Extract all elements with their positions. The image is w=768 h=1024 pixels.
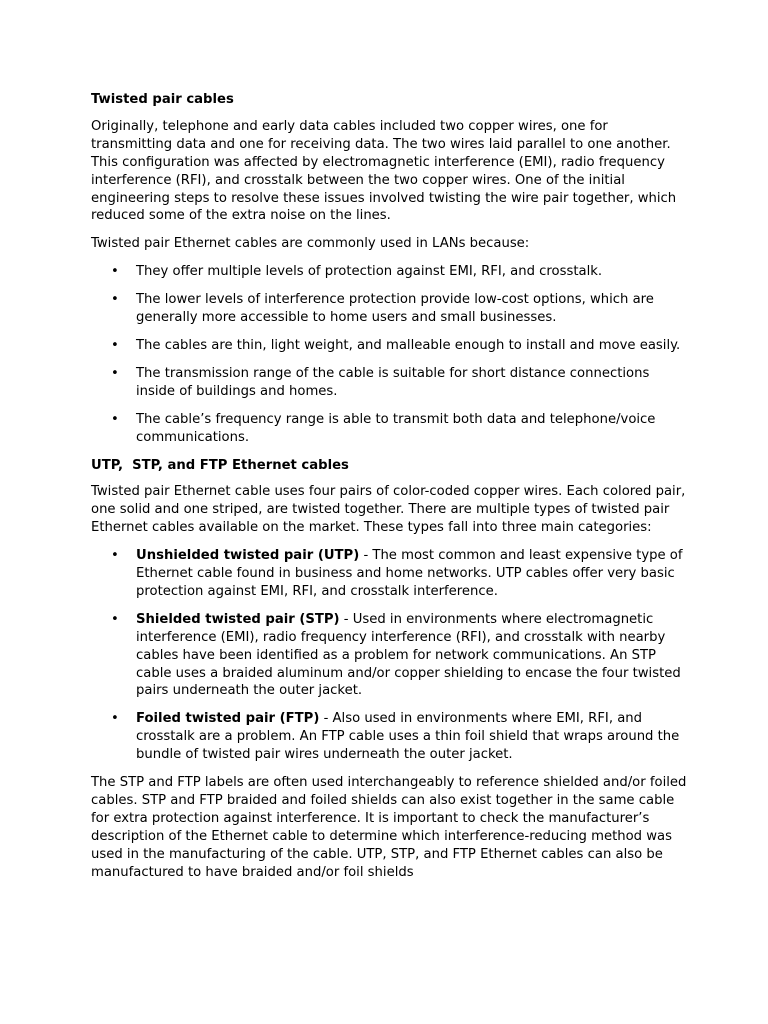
- list-item-text: The cable’s frequency range is able to transmit both data and telephone/voice communications.: [136, 411, 656, 445]
- heading-twisted-pair-cables: Twisted pair cables: [91, 92, 234, 107]
- list-item-ftp: [91, 710, 691, 764]
- categories-paragraph: Twisted pair Ethernet cable uses four pairs of color-coded copper wires. Each colored pair, one solid and one striped, are twisted together. There are multiple types of twisted pair Ethernet cables available on the market. These types fall into three main categories:: [91, 484, 686, 536]
- list-item-text: They offer multiple levels of protection against EMI, RFI, and crosstalk.: [136, 264, 603, 280]
- list-item-text: The lower levels of interference protection provide low-cost options, which are generally more accessible to home users and small businesses.: [136, 292, 654, 326]
- description-stp: - Used in environments where electromagnetic interference (EMI), radio frequency interference (RFI), and crosstalk with nearby cables have been identified as a problem for network communications. An STP cable uses a braided aluminum and/or copper shielding to encase the four twisted pairs underneath the outer jacket.: [136, 611, 681, 699]
- list-item: [91, 291, 691, 327]
- lan-reasons-list: [91, 263, 691, 446]
- bullet-icon: •: [111, 548, 119, 564]
- description-ftp: - Also used in environments where EMI, RFI, and crosstalk are a problem. An FTP cable uses a thin foil shield that wraps around the bundle of twisted pair wires underneath the outer jacket.: [136, 711, 680, 763]
- term-utp: Unshielded twisted pair (UTP): [136, 548, 360, 564]
- bullet-icon: •: [111, 411, 119, 427]
- bullet-icon: •: [111, 264, 119, 280]
- list-item: [91, 337, 691, 355]
- description-utp: - The most common and least expensive type of Ethernet cable found in business and home networks. UTP cables offer very basic protection against EMI, RFI, and crosstalk interference.: [136, 548, 683, 599]
- list-item: [91, 263, 691, 281]
- bullet-icon: •: [111, 337, 119, 353]
- bullet-icon: •: [111, 365, 119, 381]
- heading-utp-stp-ftp: UTP, STP, and FTP Ethernet cables: [91, 457, 349, 473]
- bullet-icon: •: [111, 711, 119, 727]
- list-item: [91, 365, 691, 401]
- bullet-icon: •: [111, 292, 119, 308]
- bullet-icon: •: [111, 611, 119, 627]
- list-item-text: The transmission range of the cable is suitable for short distance connections inside of buildings and homes.: [136, 365, 650, 399]
- list-item-utp: [91, 547, 691, 601]
- term-stp: Shielded twisted pair (STP): [136, 611, 340, 627]
- list-item-stp: [91, 611, 691, 701]
- document-page: [91, 91, 691, 892]
- closing-paragraph: The STP and FTP labels are often used interchangeably to reference shielded and/or foiled cables. STP and FTP braided and foiled shields can also exist together in the same cable for extra protection against interference. It is important to check the manufacturer’s description of the Ethernet cable to determine which interference-reducing method was used in the manufacturing of the cable. UTP, STP, and FTP Ethernet cables can also be manufactured to have braided and/or foil shields: [91, 775, 687, 880]
- cable-types-list: [91, 547, 691, 764]
- intro-paragraph: Originally, telephone and early data cables included two copper wires, one for transmitting data and one for receiving data. The two wires laid parallel to one another. This configuration was affected by electromagnetic interference (EMI), radio frequency interference (RFI), and crosstalk between the two copper wires. One of the initial engineering steps to resolve these issues involved twisting the wire pair together, which reduced some of the extra noise on the lines.: [91, 118, 677, 224]
- list-item: [91, 411, 691, 447]
- term-ftp: Foiled twisted pair (FTP): [136, 711, 320, 727]
- list-item-text: The cables are thin, light weight, and malleable enough to install and move easily.: [136, 337, 681, 353]
- lan-usage-paragraph: Twisted pair Ethernet cables are commonly used in LANs because:: [91, 236, 530, 252]
